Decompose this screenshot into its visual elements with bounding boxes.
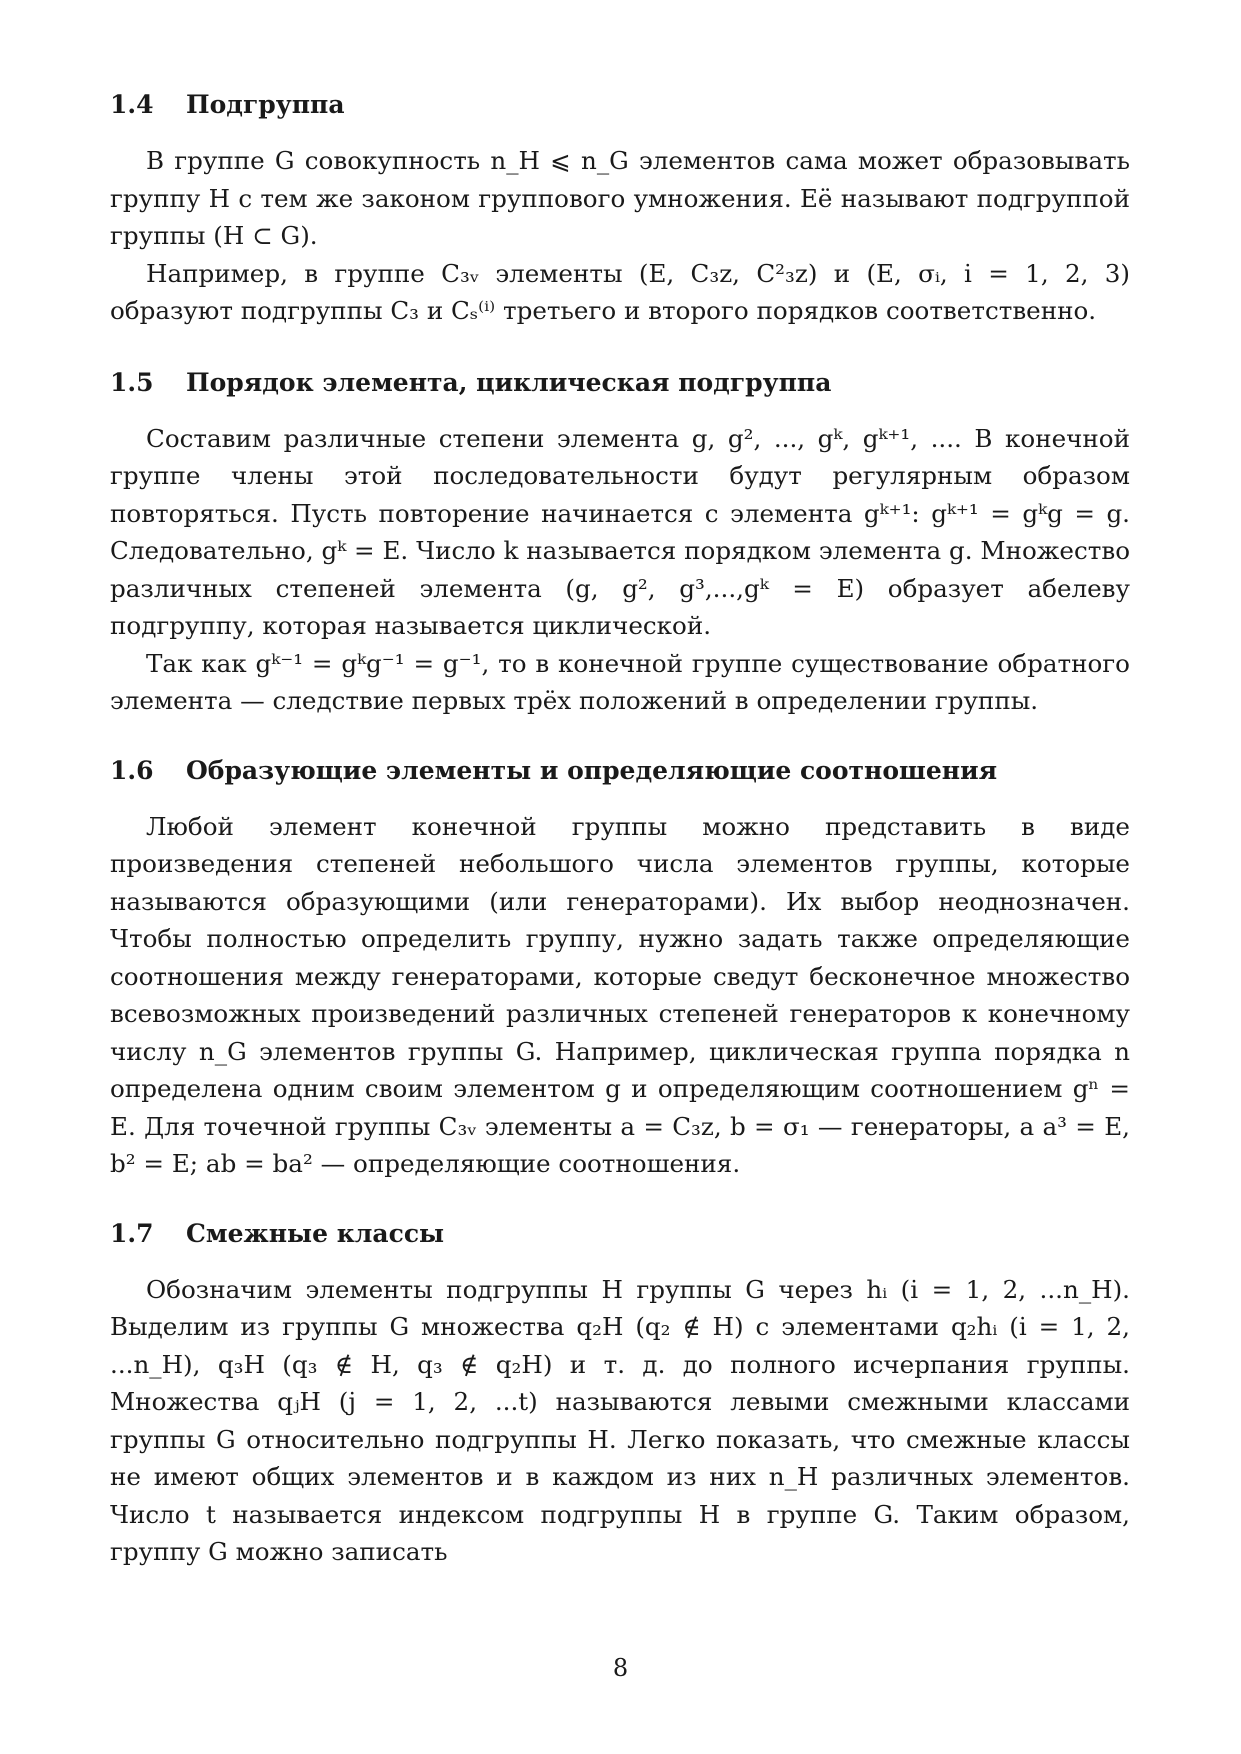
section-heading	[110, 1217, 1130, 1251]
paragraph: Обозначим элементы подгруппы H группы G через hᵢ (i = 1, 2, ...n_H). Выделим из группы G множества q₂H (q₂ ∉ H) с элементами q₂hᵢ (i = 1, 2, ...n_H), q₃H (q₃ ∉ H, q₃ ∉ q₂H) и т. д. до полного исчерпания группы. Множества qⱼH (j = 1, 2, ...t) называются левыми смежными классами группы G относительно подгруппы H. Легко показать, что смежные классы не имеют общих элементов и в каждом из них n_H различных элементов. Число t называется индексом подгруппы H в группе G. Таким образом, группу G можно записать	[110, 1274, 1130, 1566]
paragraph: В группе G совокупность n_H ⩽ n_G элементов сама может образовывать группу H с тем же законом группового умножения. Её называют подгруппой группы (H ⊂ G).	[110, 146, 1130, 250]
section-number: 1.6	[110, 755, 154, 785]
section-heading	[110, 754, 1130, 788]
section-title: Образующие элементы и определяющие соотношения	[186, 755, 998, 785]
paragraph: Так как gᵏ⁻¹ = gᵏg⁻¹ = g⁻¹, то в конечной группе существование обратного элемента — следствие первых трёх положений в определении группы.	[110, 648, 1130, 715]
page-number: 8	[612, 1654, 629, 1682]
section-title: Смежные классы	[186, 1218, 445, 1248]
section-1-4	[110, 88, 1130, 330]
section-title: Подгруппа	[186, 90, 345, 119]
paragraph: Например, в группе C₃ᵥ элементы (E, C₃z, C²₃z) и (E, σᵢ, i = 1, 2, 3) образуют подгруппы C₃ и Cₛ⁽ⁱ⁾ третьего и второго порядков соответственно.	[110, 258, 1130, 325]
section-1-5	[110, 366, 1130, 720]
paragraph: Составим различные степени элемента g, g², ..., gᵏ, gᵏ⁺¹, .... В конечной группе члены этой последовательности будут регулярным образом повторяться. Пусть повторение начинается с элемента gᵏ⁺¹: gᵏ⁺¹ = gᵏg = g. Следовательно, gᵏ = E. Число k называется порядком элемента g. Множество различных степеней элемента (g, g², g³,...,gᵏ = E) образует абелеву подгруппу, которая называется циклической.	[110, 423, 1130, 640]
section-number: 1.5	[110, 367, 154, 397]
section-1-6	[110, 754, 1130, 1183]
paragraph: Любой элемент конечной группы можно представить в виде произведения степеней небольшого числа элементов группы, которые называются образующими (или генераторами). Их выбор неоднозначен. Чтобы полностью определить группу, нужно задать также определяющие соотношения между генераторами, которые сведут бесконечное множество всевозможных произведений различных степеней генераторов к конечному числу n_G элементов группы G. Например, циклическая группа порядка n определена одним своим элементом g и определяющим соотношением gⁿ = E. Для точечной группы C₃ᵥ элементы a = C₃z, b = σ₁ — генераторы, а a³ = E, b² = E; ab = ba² — определяющие соотношения.	[110, 811, 1130, 1178]
section-1-7	[110, 1217, 1130, 1571]
page-body	[110, 88, 1130, 1595]
section-heading	[110, 366, 1130, 400]
section-number: 1.7	[110, 1218, 154, 1248]
section-title: Порядок элемента, циклическая подгруппа	[186, 367, 832, 397]
section-number: 1.4	[110, 90, 154, 119]
section-heading	[110, 88, 1130, 122]
